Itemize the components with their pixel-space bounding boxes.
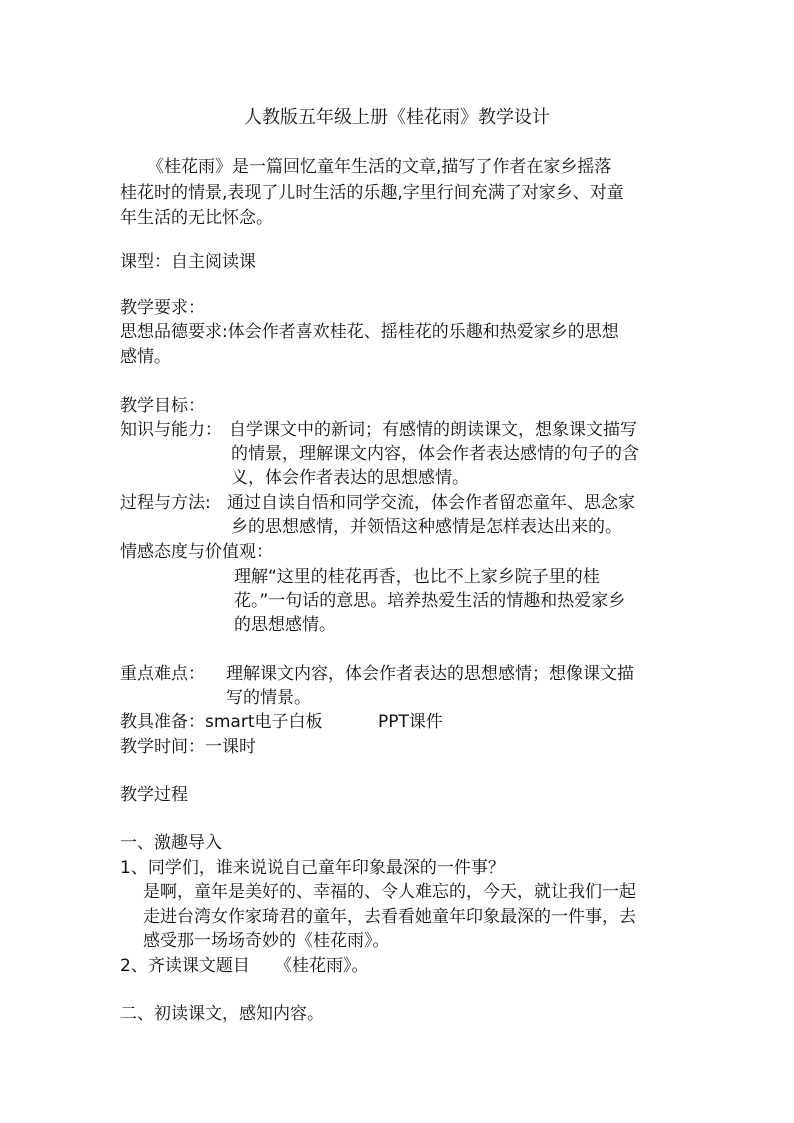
requirements-line-1: 思想品德要求:体会作者喜欢桂花、摇桂花的乐趣和热爱家乡的思想 <box>120 322 619 342</box>
emotion-line-1: 理解“这里的桂花再香，也比不上家乡院子里的桂 <box>234 567 600 587</box>
section1-heading: 一、激趣导入 <box>120 833 222 853</box>
requirements-heading: 教学要求： <box>120 298 205 318</box>
section2-heading: 二、初读课文，感知内容。 <box>120 1004 324 1024</box>
section1-item1-line-2: 走进台湾女作家琦君的童年，去看看她童年印象最深的一件事，去 <box>143 907 636 927</box>
knowledge-line-1: 自学课文中的新词；有感情的朗读课文，想象课文描写 <box>229 420 637 440</box>
knowledge-line-3: 义，体会作者表达的思想感情。 <box>231 468 469 488</box>
document-title: 人教版五年级上册《桂花雨》教学设计 <box>244 107 550 128</box>
knowledge-label: 知识与能力： <box>120 420 222 440</box>
emotion-line-3: 的思想感情。 <box>234 615 336 635</box>
key-points-label: 重点难点： <box>120 664 205 684</box>
objectives-heading: 教学目标： <box>120 396 205 416</box>
intro-line-3: 年生活的无比怀念。 <box>120 208 273 228</box>
emotion-line-2: 花。”一句话的意思。培养热爱生活的情趣和热爱家乡 <box>234 591 626 611</box>
process-line-2: 乡的思想感情，并领悟这种感情是怎样表达出来的。 <box>231 517 622 537</box>
section1-item1-line-1: 是啊，童年是美好的、幸福的、令人难忘的，今天，就让我们一起 <box>143 882 636 902</box>
section1-item1: 1、同学们，谁来说说自己童年印象最深的一件事？ <box>120 858 505 878</box>
knowledge-line-2: 的情景，理解课文内容，体会作者表达感情的句子的含 <box>231 444 639 464</box>
teaching-time: 教学时间：一课时 <box>120 737 256 757</box>
requirements-line-2: 感情。 <box>120 347 171 367</box>
key-points-line-2: 写的情景。 <box>226 688 311 708</box>
lesson-type: 课型：自主阅读课 <box>120 252 256 272</box>
intro-line-1: 《桂花雨》是一篇回忆童年生活的文章,描写了作者在家乡摇落 <box>147 157 612 177</box>
tools-extra: PPT课件 <box>378 712 443 732</box>
process-label: 过程与方法: <box>120 493 211 513</box>
process-heading: 教学过程 <box>120 785 188 805</box>
intro-line-2: 桂花时的情景,表现了儿时生活的乐趣,字里行间充满了对家乡、对童 <box>120 183 624 203</box>
key-points-line-1: 理解课文内容，体会作者表达的思想感情；想像课文描 <box>226 664 634 684</box>
section1-item1-line-3: 感受那一场场奇妙的《桂花雨》。 <box>143 931 390 951</box>
tools-line: 教具准备：smart电子白板 <box>120 712 323 732</box>
section1-item2-title: 《桂花雨》。 <box>275 956 369 976</box>
emotion-label: 情感态度与价值观： <box>120 542 273 562</box>
section1-item2-prefix: 2、齐读课文题目 <box>120 956 250 976</box>
process-line-1: 通过自读自悟和同学交流，体会作者留恋童年、思念家 <box>227 493 635 513</box>
